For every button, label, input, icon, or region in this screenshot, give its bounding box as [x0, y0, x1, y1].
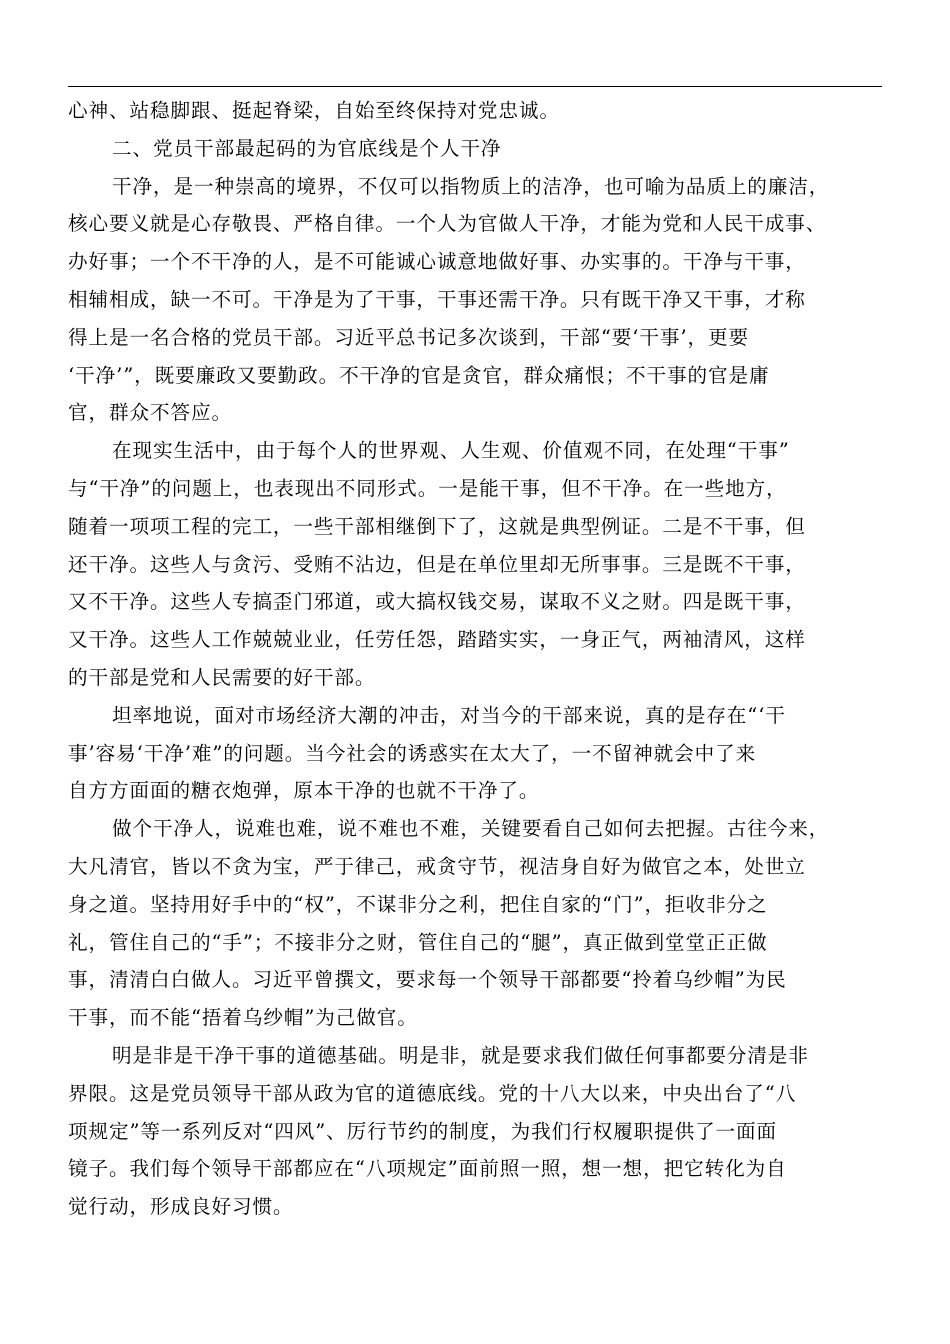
paragraph-line: 礼，管住自己的“手”；不接非分之财，管住自己的“腿”，真正做到堂堂正正做 — [68, 930, 768, 954]
paragraph-line: 得上是一名合格的党员干部。习近平总书记多次谈到，干部“要‘干事’，更要 — [68, 325, 749, 349]
paragraph-line: 明是非是干净干事的道德基础。明是非，就是要求我们做任何事都要分清是非 — [112, 1043, 809, 1067]
paragraph — [68, 432, 882, 697]
paragraph-line: 自方方面面的糖衣炮弹，原本干净的也就不干净了。 — [68, 779, 540, 803]
paragraph-line: 又不干净。这些人专搞歪门邪道，或大搞权钱交易，谋取不义之财。四是既干事， — [68, 590, 806, 614]
paragraph-line: 项规定”等一系列反对“四风”、厉行节约的制度，为我们行权履职提供了一面面 — [68, 1119, 778, 1143]
paragraph-line: 的干部是党和人民需要的好干部。 — [68, 665, 376, 689]
paragraph — [68, 810, 882, 1037]
paragraph — [68, 697, 882, 810]
paragraph-line: 核心要义就是心存敬畏、严格自律。一个人为官做人干净，才能为党和人民干成事、 — [68, 212, 827, 236]
paragraph-line: 事，清清白白做人。习近平曾撰文，要求每一个领导干部都要“拎着乌纱帽”为民 — [68, 968, 787, 992]
paragraph-line: 又干净。这些人工作兢兢业业，任劳任怨，踏踏实实，一身正气，两袖清风，这样 — [68, 628, 806, 652]
paragraph — [68, 168, 882, 433]
paragraph-line: 在现实生活中，由于每个人的世界观、人生观、价值观不同，在处理“干事” — [112, 439, 790, 463]
paragraph-line: 做个干净人，说难也难，说不难也不难，关键要看自己如何去把握。古往今来， — [112, 817, 830, 841]
paragraph-line: 觉行动，形成良好习惯。 — [68, 1195, 294, 1219]
paragraph-line: 身之道。坚持用好手中的“权”，不谋非分之利，把住自家的“门”，拒收非分之 — [68, 892, 768, 916]
header-rule — [68, 86, 882, 87]
paragraph-line: 干净，是一种崇高的境界，不仅可以指物质上的洁净，也可喻为品质上的廉洁， — [112, 174, 830, 198]
paragraph-line: 事’容易‘干净’难”的问题。当今社会的诱惑实在太大了，一不留神就会中了来 — [68, 741, 757, 765]
section-heading: 二、党员干部最起码的为官底线是个人干净 — [112, 136, 502, 160]
document-body — [68, 92, 882, 1226]
paragraph — [68, 1037, 882, 1226]
paragraph-line: 随着一项项工程的完工，一些干部相继倒下了，这就是典型例证。二是不干事，但 — [68, 514, 806, 538]
continuation-line: 心神、站稳脚跟、挺起脊梁，自始至终保持对党忠诚。 — [68, 99, 560, 122]
paragraph-line: ‘干净’”，既要廉政又要勤政。不干净的官是贪官，群众痛恨；不干事的官是庸 — [68, 363, 770, 387]
paragraph-line: 界限。这是党员领导干部从政为官的道德底线。党的十八大以来，中央出台了“八 — [68, 1081, 797, 1105]
paragraph-line: 官，群众不答应。 — [68, 401, 232, 425]
paragraph-line: 相辅相成，缺一不可。干净是为了干事，干事还需干净。只有既干净又干事，才称 — [68, 287, 806, 311]
paragraph-line: 办好事；一个不干净的人，是不可能诚心诚意地做好事、办实事的。干净与干事， — [68, 250, 806, 274]
paragraph-line: 干事，而不能“捂着乌纱帽”为己做官。 — [68, 1006, 418, 1030]
paragraph-line: 大凡清官，皆以不贪为宝，严于律己，戒贪守节，视洁身自好为做官之本，处世立 — [68, 854, 806, 878]
paragraph-line: 坦率地说，面对市场经济大潮的冲击，对当今的干部来说，真的是存在“‘干 — [112, 703, 786, 727]
paragraph-line: 镜子。我们每个领导干部都应在“八项规定”面前照一照，想一想，把它转化为自 — [68, 1157, 787, 1181]
paragraph-line: 与“干净”的问题上，也表现出不同形式。一是能干事，但不干净。在一些地方， — [68, 476, 787, 500]
paragraph-line: 还干净。这些人与贪污、受贿不沾边，但是在单位里却无所事事。三是既不干事， — [68, 552, 806, 576]
